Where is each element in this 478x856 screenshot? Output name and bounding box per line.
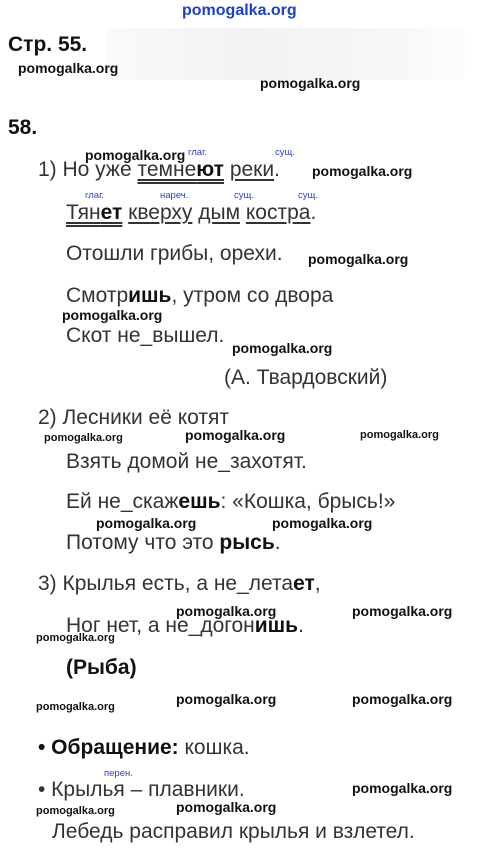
watermark: pomogalka.org: [176, 603, 277, 619]
pos-tag: нареч.: [160, 190, 189, 201]
watermark: pomogalka.org: [352, 691, 453, 707]
watermark: pomogalka.org: [176, 799, 277, 815]
watermark: pomogalka.org: [308, 251, 409, 267]
watermark: pomogalka.org: [272, 515, 373, 531]
pos-tag: сущ.: [234, 190, 254, 201]
predicate-word: Тянет: [66, 201, 123, 224]
pos-tag: сущ.: [275, 147, 295, 158]
poem1-line3: Отошли грибы, орехи.: [66, 242, 283, 265]
poem2-line2: Взять домой не_захотят.: [66, 450, 307, 473]
watermark: pomogalka.org: [85, 147, 186, 163]
riddle-line1: 3) Крылья есть, а не_летает,: [38, 572, 321, 595]
poem2-line4: Потому что это рысь.: [66, 531, 281, 554]
watermark: pomogalka.org: [352, 603, 453, 619]
pos-tag: сущ.: [298, 190, 318, 201]
watermark: pomogalka.org: [44, 432, 123, 444]
watermark: pomogalka.org: [18, 60, 119, 76]
watermark: pomogalka.org: [312, 163, 413, 179]
adverb-word: кверху: [128, 201, 193, 224]
poem2-line1: 2) Лесники её котят: [38, 406, 229, 429]
pos-tag: перен.: [104, 768, 133, 779]
poem1-author: (А. Твардовский): [224, 366, 388, 389]
watermark: pomogalka.org: [96, 515, 197, 531]
predicate-word: темнеют: [137, 158, 224, 181]
watermark-top: pomogalka.org: [182, 2, 297, 19]
noun-word: костра: [245, 201, 311, 224]
watermark: pomogalka.org: [62, 307, 163, 323]
watermark: pomogalka.org: [36, 805, 115, 817]
watermark: pomogalka.org: [36, 701, 115, 713]
watermark: pomogalka.org: [232, 340, 333, 356]
poem1-line4: Смотришь, утром со двора: [66, 284, 334, 307]
riddle-line2: Ног нет, а не_догонишь.: [66, 614, 304, 637]
watermark: pomogalka.org: [176, 691, 277, 707]
subject-word: реки: [229, 158, 275, 181]
poem1-line2: Тянет кверху дым костра.: [66, 201, 317, 224]
riddle-answer: (Рыба): [66, 656, 137, 679]
poem1-line1: 1) Но уже темнеют реки.: [38, 158, 280, 181]
watermark: pomogalka.org: [352, 780, 453, 796]
page-label: Стр. 55.: [8, 33, 88, 56]
note-address: • Обращение: кошка.: [38, 736, 250, 759]
poem2-line3: Ей не_скажешь: «Кошка, брысь!»: [66, 490, 396, 513]
watermark: pomogalka.org: [185, 427, 286, 443]
scan-smudge: [105, 28, 465, 80]
watermark: pomogalka.org: [260, 75, 361, 91]
watermark: pomogalka.org: [36, 632, 115, 644]
pos-tag: глаг.: [188, 147, 208, 158]
poem1-line5: Скот не_вышел.: [66, 324, 225, 347]
example-sentence: Лебедь расправил крылья и взлетел.: [52, 820, 415, 843]
note-figurative: • Крылья – плавники.: [38, 778, 245, 801]
pos-tag: глаг.: [85, 190, 105, 201]
subject-word: дым: [198, 201, 241, 224]
watermark: pomogalka.org: [360, 429, 439, 441]
task-number: 58.: [8, 116, 38, 139]
